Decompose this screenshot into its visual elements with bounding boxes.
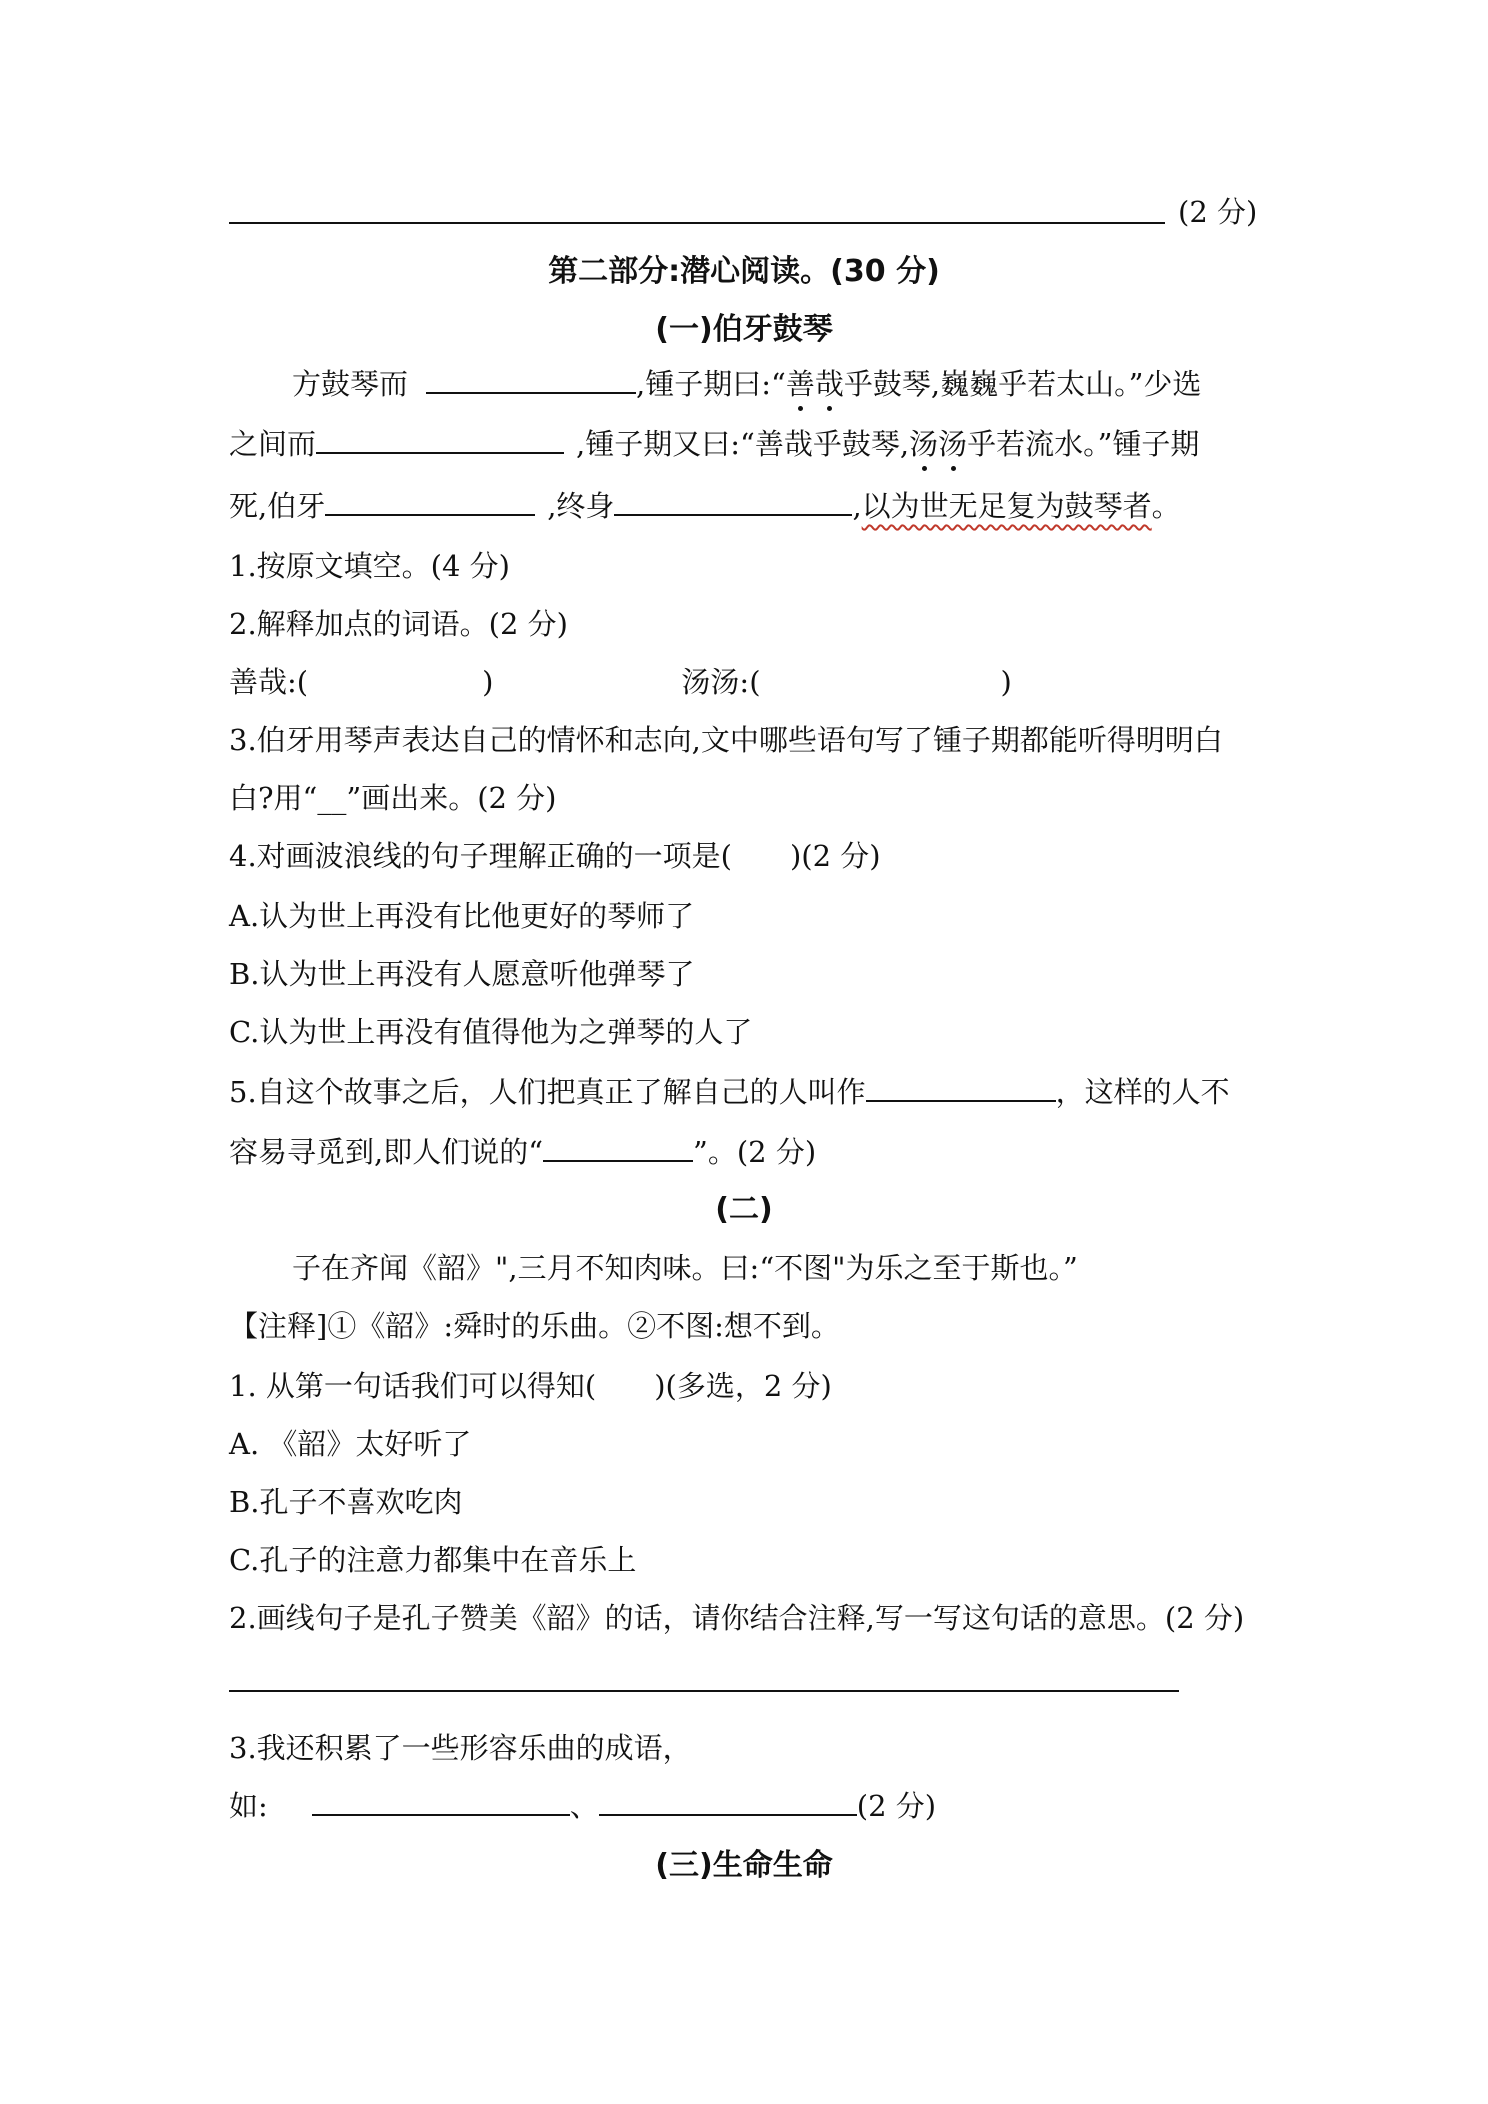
- dotted-char-tang2: 汤: [938, 427, 968, 461]
- s2-option-c: C.孔子的注意力都集中在音乐上: [229, 1543, 637, 1577]
- blank-1[interactable]: [426, 364, 636, 394]
- blank-idiom-2[interactable]: [599, 1786, 857, 1816]
- s1-question-3-line1: 3.伯牙用琴声表达自己的情怀和志向,文中哪些语句写了锺子期都能听得明明白: [229, 723, 1223, 757]
- passage2-text: 子在齐闻《韶》",三月不知肉味。曰:“不图"为乐之至于斯也。”: [292, 1251, 1078, 1285]
- s1-option-a: A.认为世上再没有比他更好的琴师了: [229, 899, 695, 933]
- blank-2[interactable]: [316, 424, 564, 454]
- s1-option-c: C.认为世上再没有值得他为之弹琴的人了: [229, 1015, 753, 1049]
- wavy-sentence: 以为世无足复为鼓琴者: [861, 489, 1152, 523]
- passage1-line1: 方鼓琴而 ,锺子期曰:“善哉乎鼓琴,巍巍乎若太山。”少选: [292, 364, 1201, 404]
- blank-zhiyin[interactable]: [866, 1072, 1056, 1102]
- s2-option-b: B.孔子不喜欢吃肉: [229, 1485, 463, 1519]
- passage1-line3: 死,伯牙 ,终身 ,以为世无足复为鼓琴者。: [229, 486, 1181, 526]
- passage1-line2: 之间而 ,锺子期又曰:“善哉乎鼓琴,汤汤乎若流水。”锺子期: [229, 424, 1199, 464]
- s1-question-3-line2: 白?用“__”画出来。(2 分): [229, 781, 557, 815]
- dotted-char-shan: 善: [785, 367, 815, 401]
- blank-idiom[interactable]: [543, 1132, 693, 1162]
- section3-title: (三)生命生命: [655, 1848, 833, 1883]
- part2-title: 第二部分:潜心阅读。(30 分): [548, 254, 940, 289]
- section1-title: (一)伯牙鼓琴: [655, 312, 833, 347]
- s1-question-2-answers: 善哉:( ) 汤汤:( ): [229, 665, 1012, 699]
- s1-question-1: 1.按原文填空。(4 分): [229, 549, 510, 583]
- section2-title: (二): [715, 1192, 773, 1227]
- s1-question-2: 2.解释加点的词语。(2 分): [229, 607, 568, 641]
- s2-question-3: 3.我还积累了一些形容乐曲的成语，: [229, 1731, 692, 1765]
- s1-question-4: 4.对画波浪线的句子理解正确的一项是( )(2 分): [229, 839, 881, 873]
- answer-line-s2q2[interactable]: [229, 1690, 1179, 1692]
- passage2-note: 【注释]①《韶》:舜时的乐曲。②不图:想不到。: [229, 1309, 840, 1343]
- s1-question-5-line2: 容易寻觅到,即人们说的“ ”。(2 分): [229, 1132, 816, 1172]
- s2-question-3-answers: 如: 、 (2 分): [229, 1786, 936, 1826]
- blank-4[interactable]: [614, 486, 852, 516]
- blank-3[interactable]: [325, 486, 535, 516]
- s2-question-1: 1. 从第一句话我们可以得知( )(多选，2 分): [229, 1369, 832, 1403]
- s2-option-a: A. 《韶》太好听了: [229, 1427, 472, 1461]
- dotted-char-tang1: 汤: [909, 427, 939, 461]
- dotted-char-zai: 哉: [814, 367, 844, 401]
- s1-question-5-line1: 5.自这个故事之后，人们把真正了解自己的人叫作 ，这样的人不: [229, 1072, 1230, 1112]
- s2-question-2: 2.画线句子是孔子赞美《韶》的话，请你结合注释,写一写这句话的意思。(2 分): [229, 1601, 1245, 1635]
- answer-line-top[interactable]: [229, 222, 1165, 224]
- blank-idiom-1[interactable]: [312, 1786, 570, 1816]
- score-top: (2 分): [1178, 195, 1258, 229]
- s1-option-b: B.认为世上再没有人愿意听他弹琴了: [229, 957, 695, 991]
